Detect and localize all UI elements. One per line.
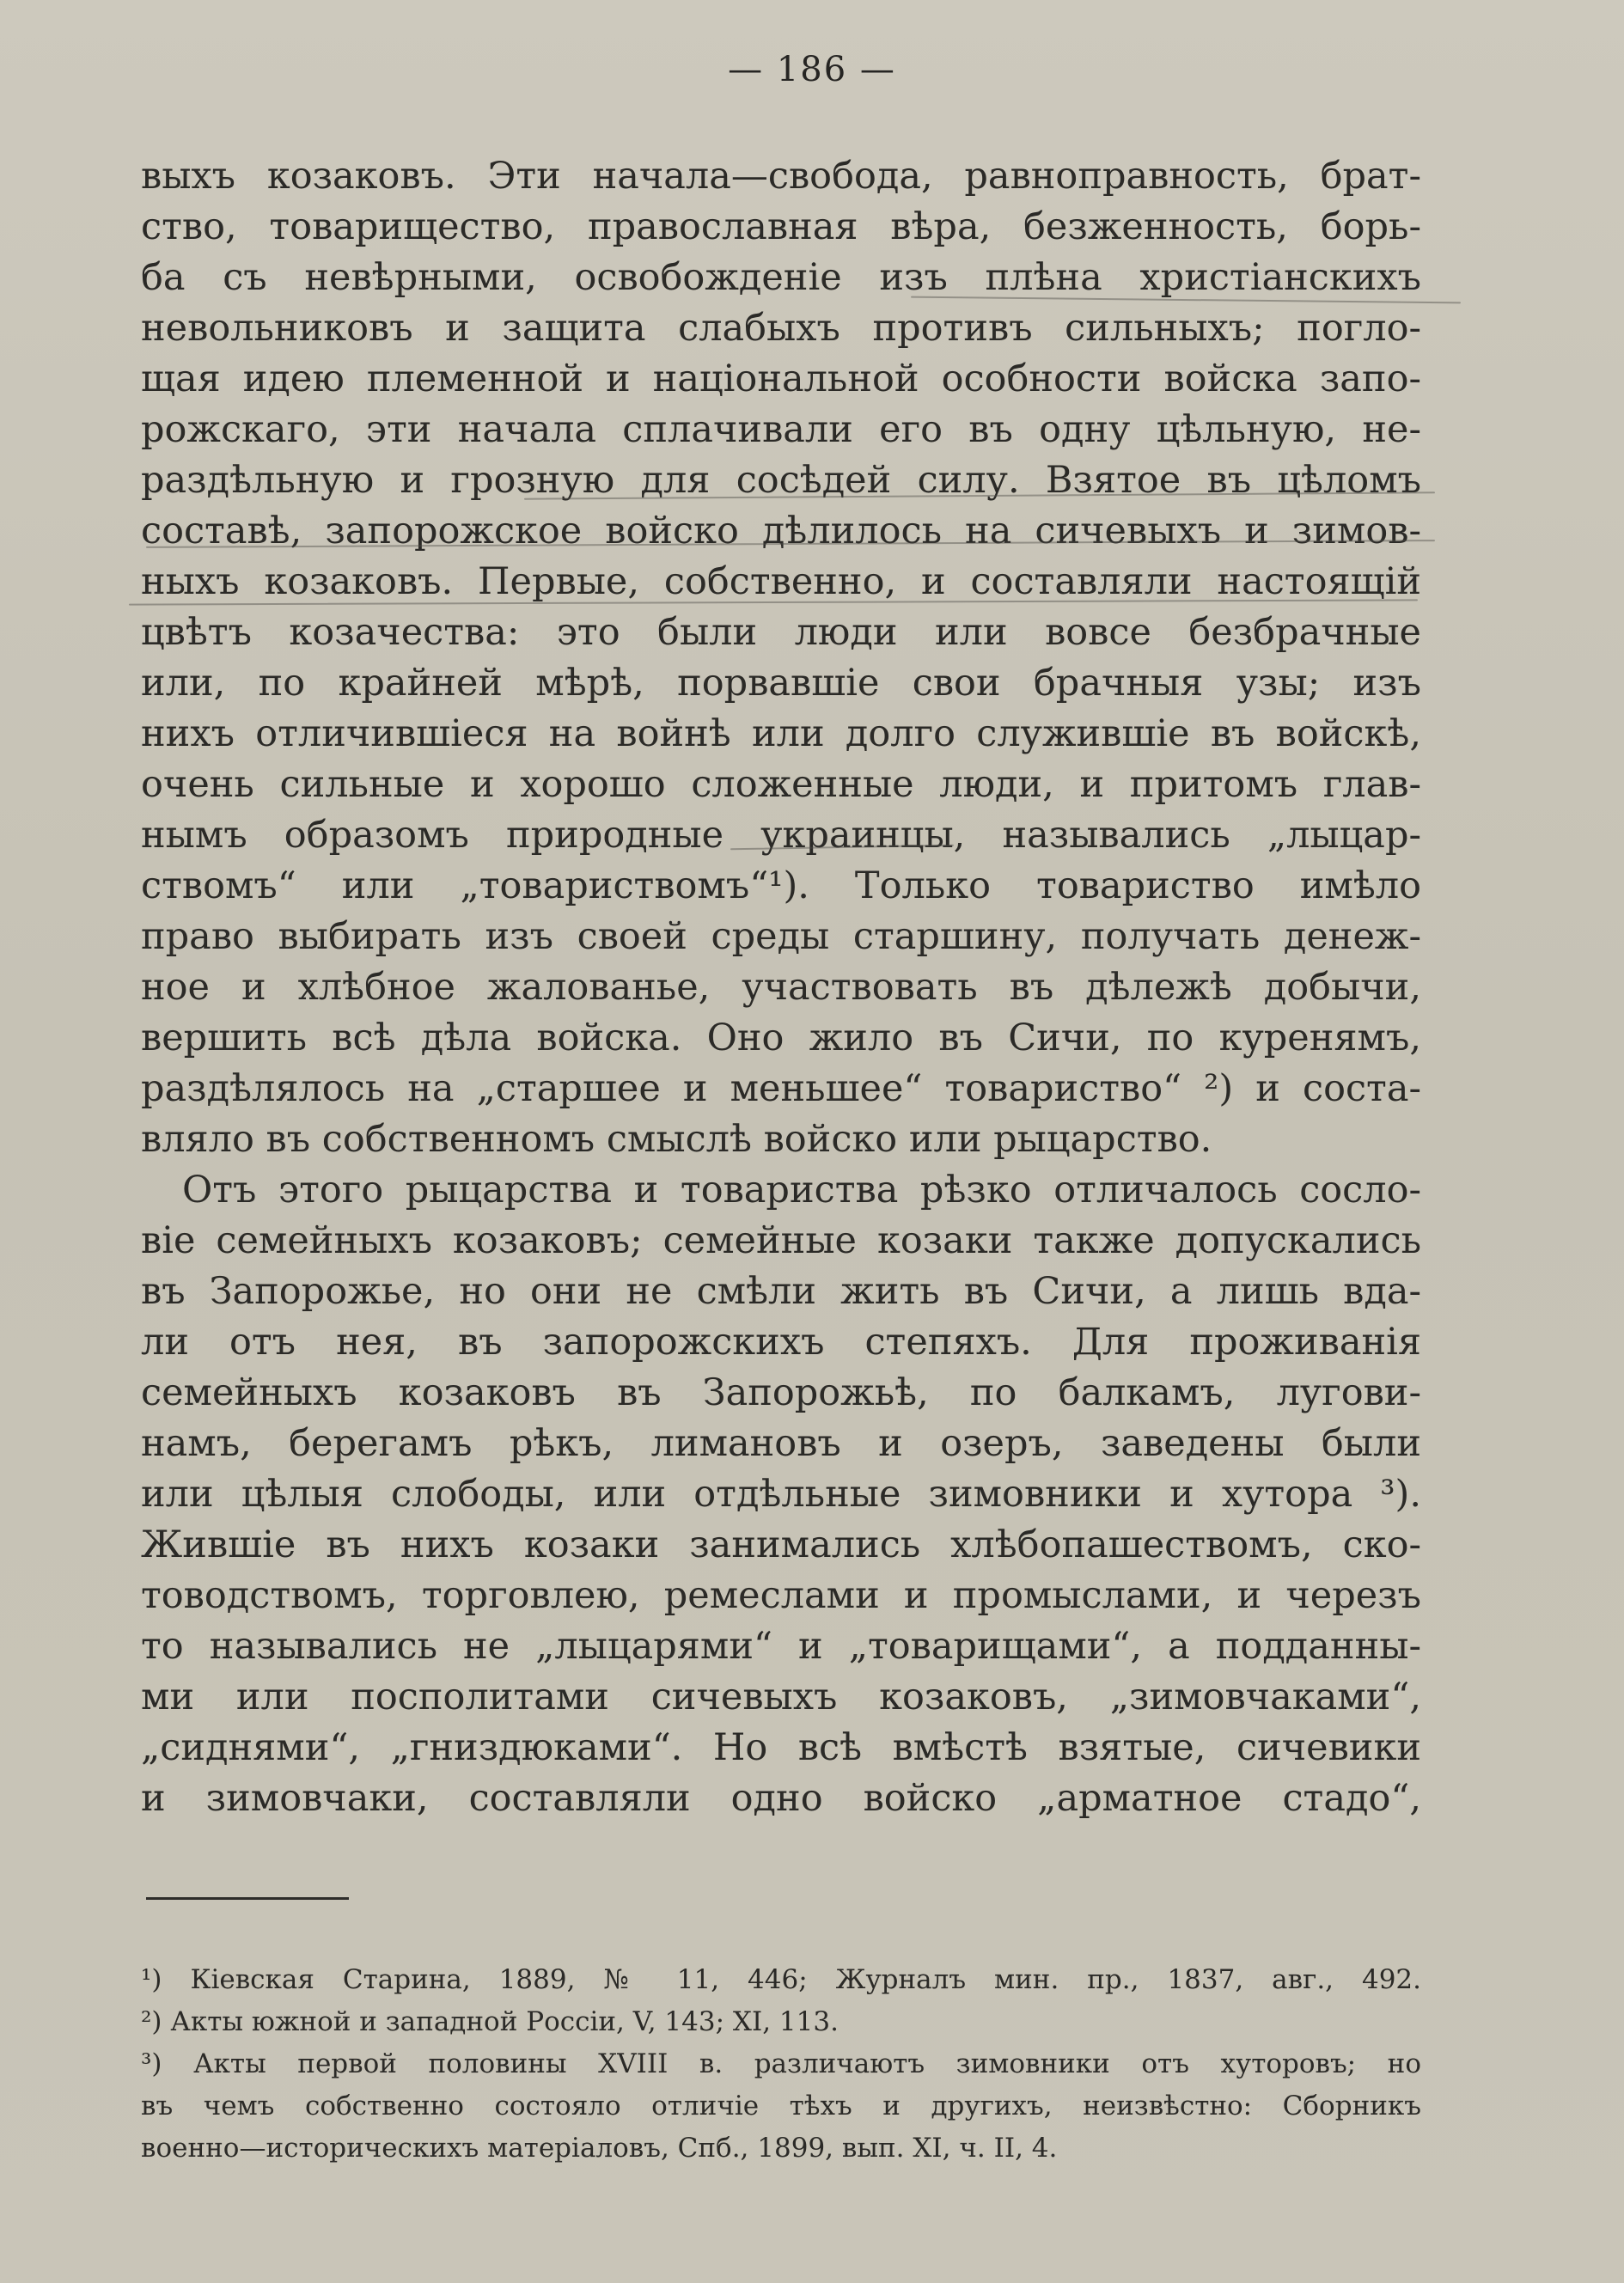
text-line: щая идею племенной и національной особности войска запо- — [141, 357, 1421, 400]
text-line: раздѣльную и грозную для сосѣдей силу. Взятое въ цѣломъ — [141, 459, 1421, 502]
text-line: Жившіе въ нихъ козаки занимались хлѣбопашествомъ, ско- — [141, 1523, 1421, 1566]
paragraph-last-line: вляло въ собственномъ смыслѣ войско или рыцарство. — [141, 1118, 1212, 1161]
footnote-3: ³) Акты первой половины XVIII в. различаютъ зимовники отъ хуторовъ; но — [141, 2048, 1421, 2079]
text-line: „сиднями“, „гниздюками“. Но всѣ вмѣстѣ взятые, сичевики — [141, 1726, 1421, 1769]
text-line: ба съ невѣрными, освобожденіе изъ плѣна христіанскихъ — [141, 256, 1421, 299]
text-line: вершить всѣ дѣла войска. Оно жило въ Сичи, по куренямъ, — [141, 1016, 1421, 1059]
paragraph-first-line: Отъ этого рыцарства и товариства рѣзко отличалось сосло- — [182, 1169, 1421, 1212]
text-line: выхъ козаковъ. Эти начала—свобода, равноправность, брат- — [141, 155, 1421, 198]
text-line: ствомъ“ или „товариствомъ“¹). Только товариство имѣло — [141, 864, 1421, 907]
body-text — [141, 151, 1421, 1824]
footnote-3-end: военно—историческихъ матеріаловъ, Спб., 1899, вып. XI, ч. II, 4. — [141, 2133, 1058, 2164]
text-line: товодствомъ, торговлею, ремеслами и промыслами, и черезъ — [141, 1574, 1421, 1617]
text-line: ныхъ козаковъ. Первые, собственно, и составляли настоящій — [141, 560, 1421, 603]
footnote-divider — [146, 1897, 349, 1900]
text-line: ное и хлѣбное жалованье, участвовать въ дѣлежѣ добычи, — [141, 966, 1421, 1009]
text-line: нымъ образомъ природные украинцы, назывались „лыцар- — [141, 814, 1421, 857]
text-line: или цѣлыя слободы, или отдѣльные зимовники и хутора ³). — [141, 1473, 1421, 1516]
text-line: рожскаго, эти начала сплачивали его въ одну цѣльную, не- — [141, 408, 1421, 451]
text-line: невольниковъ и защита слабыхъ противъ сильныхъ; погло- — [141, 307, 1421, 350]
footnote-2: ²) Акты южной и западной Россіи, V, 143; XI, 113. — [141, 2006, 839, 2037]
text-line: право выбирать изъ своей среды старшину, получать денеж- — [141, 915, 1421, 958]
text-line: ли отъ нея, въ запорожскихъ степяхъ. Для проживанія — [141, 1321, 1421, 1364]
text-line: ство, товарищество, православная вѣра, безженность, борь- — [141, 205, 1421, 248]
text-line: семейныхъ козаковъ въ Запорожьѣ, по балкамъ, лугови- — [141, 1371, 1421, 1414]
text-line: раздѣлялось на „старшее и меньшее“ товариство“ ²) и соста- — [141, 1067, 1421, 1110]
text-line: составѣ, запорожское войско дѣлилось на сичевыхъ и зимов- — [141, 510, 1421, 552]
text-line: нихъ отличившіеся на войнѣ или долго служившіе въ войскѣ, — [141, 712, 1421, 755]
text-line: и зимовчаки, составляли одно войско „арматное стадо“, — [141, 1777, 1421, 1820]
text-line: то назывались не „лыцарями“ и „товарищами“, а подданны- — [141, 1625, 1421, 1668]
text-line: цвѣтъ козачества: это были люди или вовсе безбрачные — [141, 611, 1421, 654]
text-line: или, по крайней мѣрѣ, порвавшіе свои брачныя узы; изъ — [141, 662, 1421, 705]
footnote-3-continued: въ чемъ собственно состояло отличіе тѣхъ и другихъ, неизвѣстно: Сборникъ — [141, 2091, 1421, 2121]
footnote-1: ¹) Кіевская Старина, 1889, № 11, 446; Журналъ мин. пр., 1837, авг., 492. — [141, 1964, 1421, 1995]
text-line: намъ, берегамъ рѣкъ, лимановъ и озеръ, заведены были — [141, 1422, 1421, 1465]
text-line: очень сильные и хорошо сложенные люди, и притомъ глав- — [141, 763, 1421, 806]
text-line: віе семейныхъ козаковъ; семейные козаки также допускались — [141, 1219, 1421, 1262]
footnotes — [141, 1959, 1421, 2170]
text-line: ми или посполитами сичевыхъ козаковъ, „зимовчаками“, — [141, 1676, 1421, 1718]
text-line: въ Запорожье, но они не смѣли жить въ Сичи, а лишь вда- — [141, 1270, 1421, 1313]
page-number: — 186 — — [728, 50, 896, 89]
